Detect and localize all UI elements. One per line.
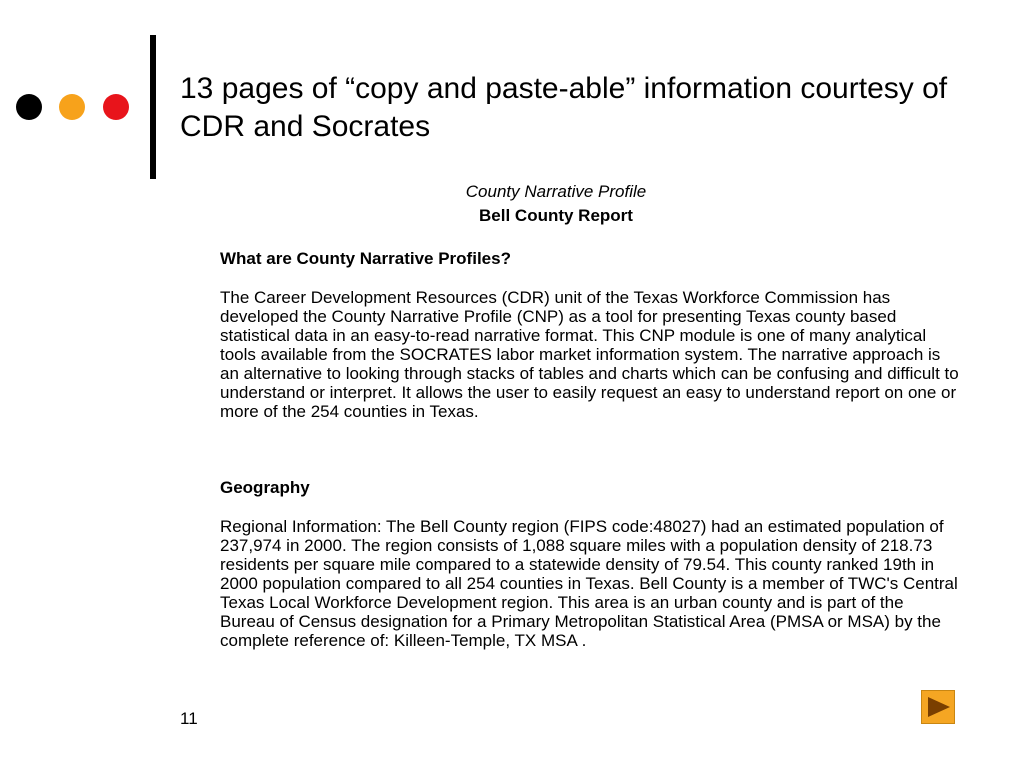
intro-paragraph: The Career Development Resources (CDR) unit of the Texas Workforce Commission has developed the County Narrative Profile (CNP) as a tool for presenting Texas county based statistical data in an easy-to-read narrative format. This CNP module is one of many analytical tools available from the SOCRATES labor market information system. The narrative approach is an alternative to looking through stacks of tables and charts which can be confusing and difficult to understand or interpret. It allows the user to easily request an easy to understand report on one or more of the 254 counties in Texas. [220, 288, 959, 421]
page-number: 11 [180, 709, 198, 728]
next-slide-button[interactable] [921, 690, 955, 724]
intro-heading: What are County Narrative Profiles? [220, 249, 511, 268]
slide-title: 13 pages of “copy and paste-able” information courtesy of CDR and Socrates [180, 72, 948, 143]
play-arrow-icon [922, 691, 954, 723]
decorative-dot-red [103, 94, 129, 120]
decorative-dot-orange [59, 94, 85, 120]
title-divider [150, 35, 156, 179]
report-type-label: County Narrative Profile [465, 182, 647, 201]
decorative-dot-black [16, 94, 42, 120]
geography-paragraph: Regional Information: The Bell County region (FIPS code:48027) had an estimated population of 237,974 in 2000. The region consists of 1,088 square miles with a population density of 218.73 residents per square mile compared to a statewide density of 79.54. This county ranked 19th in 2000 population compared to all 254 counties in Texas. Bell County is a member of TWC's Central Texas Local Workforce Development region. This area is an urban county and is part of the Bureau of Census designation for a Primary Metropolitan Statistical Area (PMSA or MSA) by the complete reference of: Killeen-Temple, TX MSA . [220, 517, 958, 650]
geography-heading: Geography [220, 478, 310, 497]
report-title: Bell County Report [479, 206, 633, 225]
